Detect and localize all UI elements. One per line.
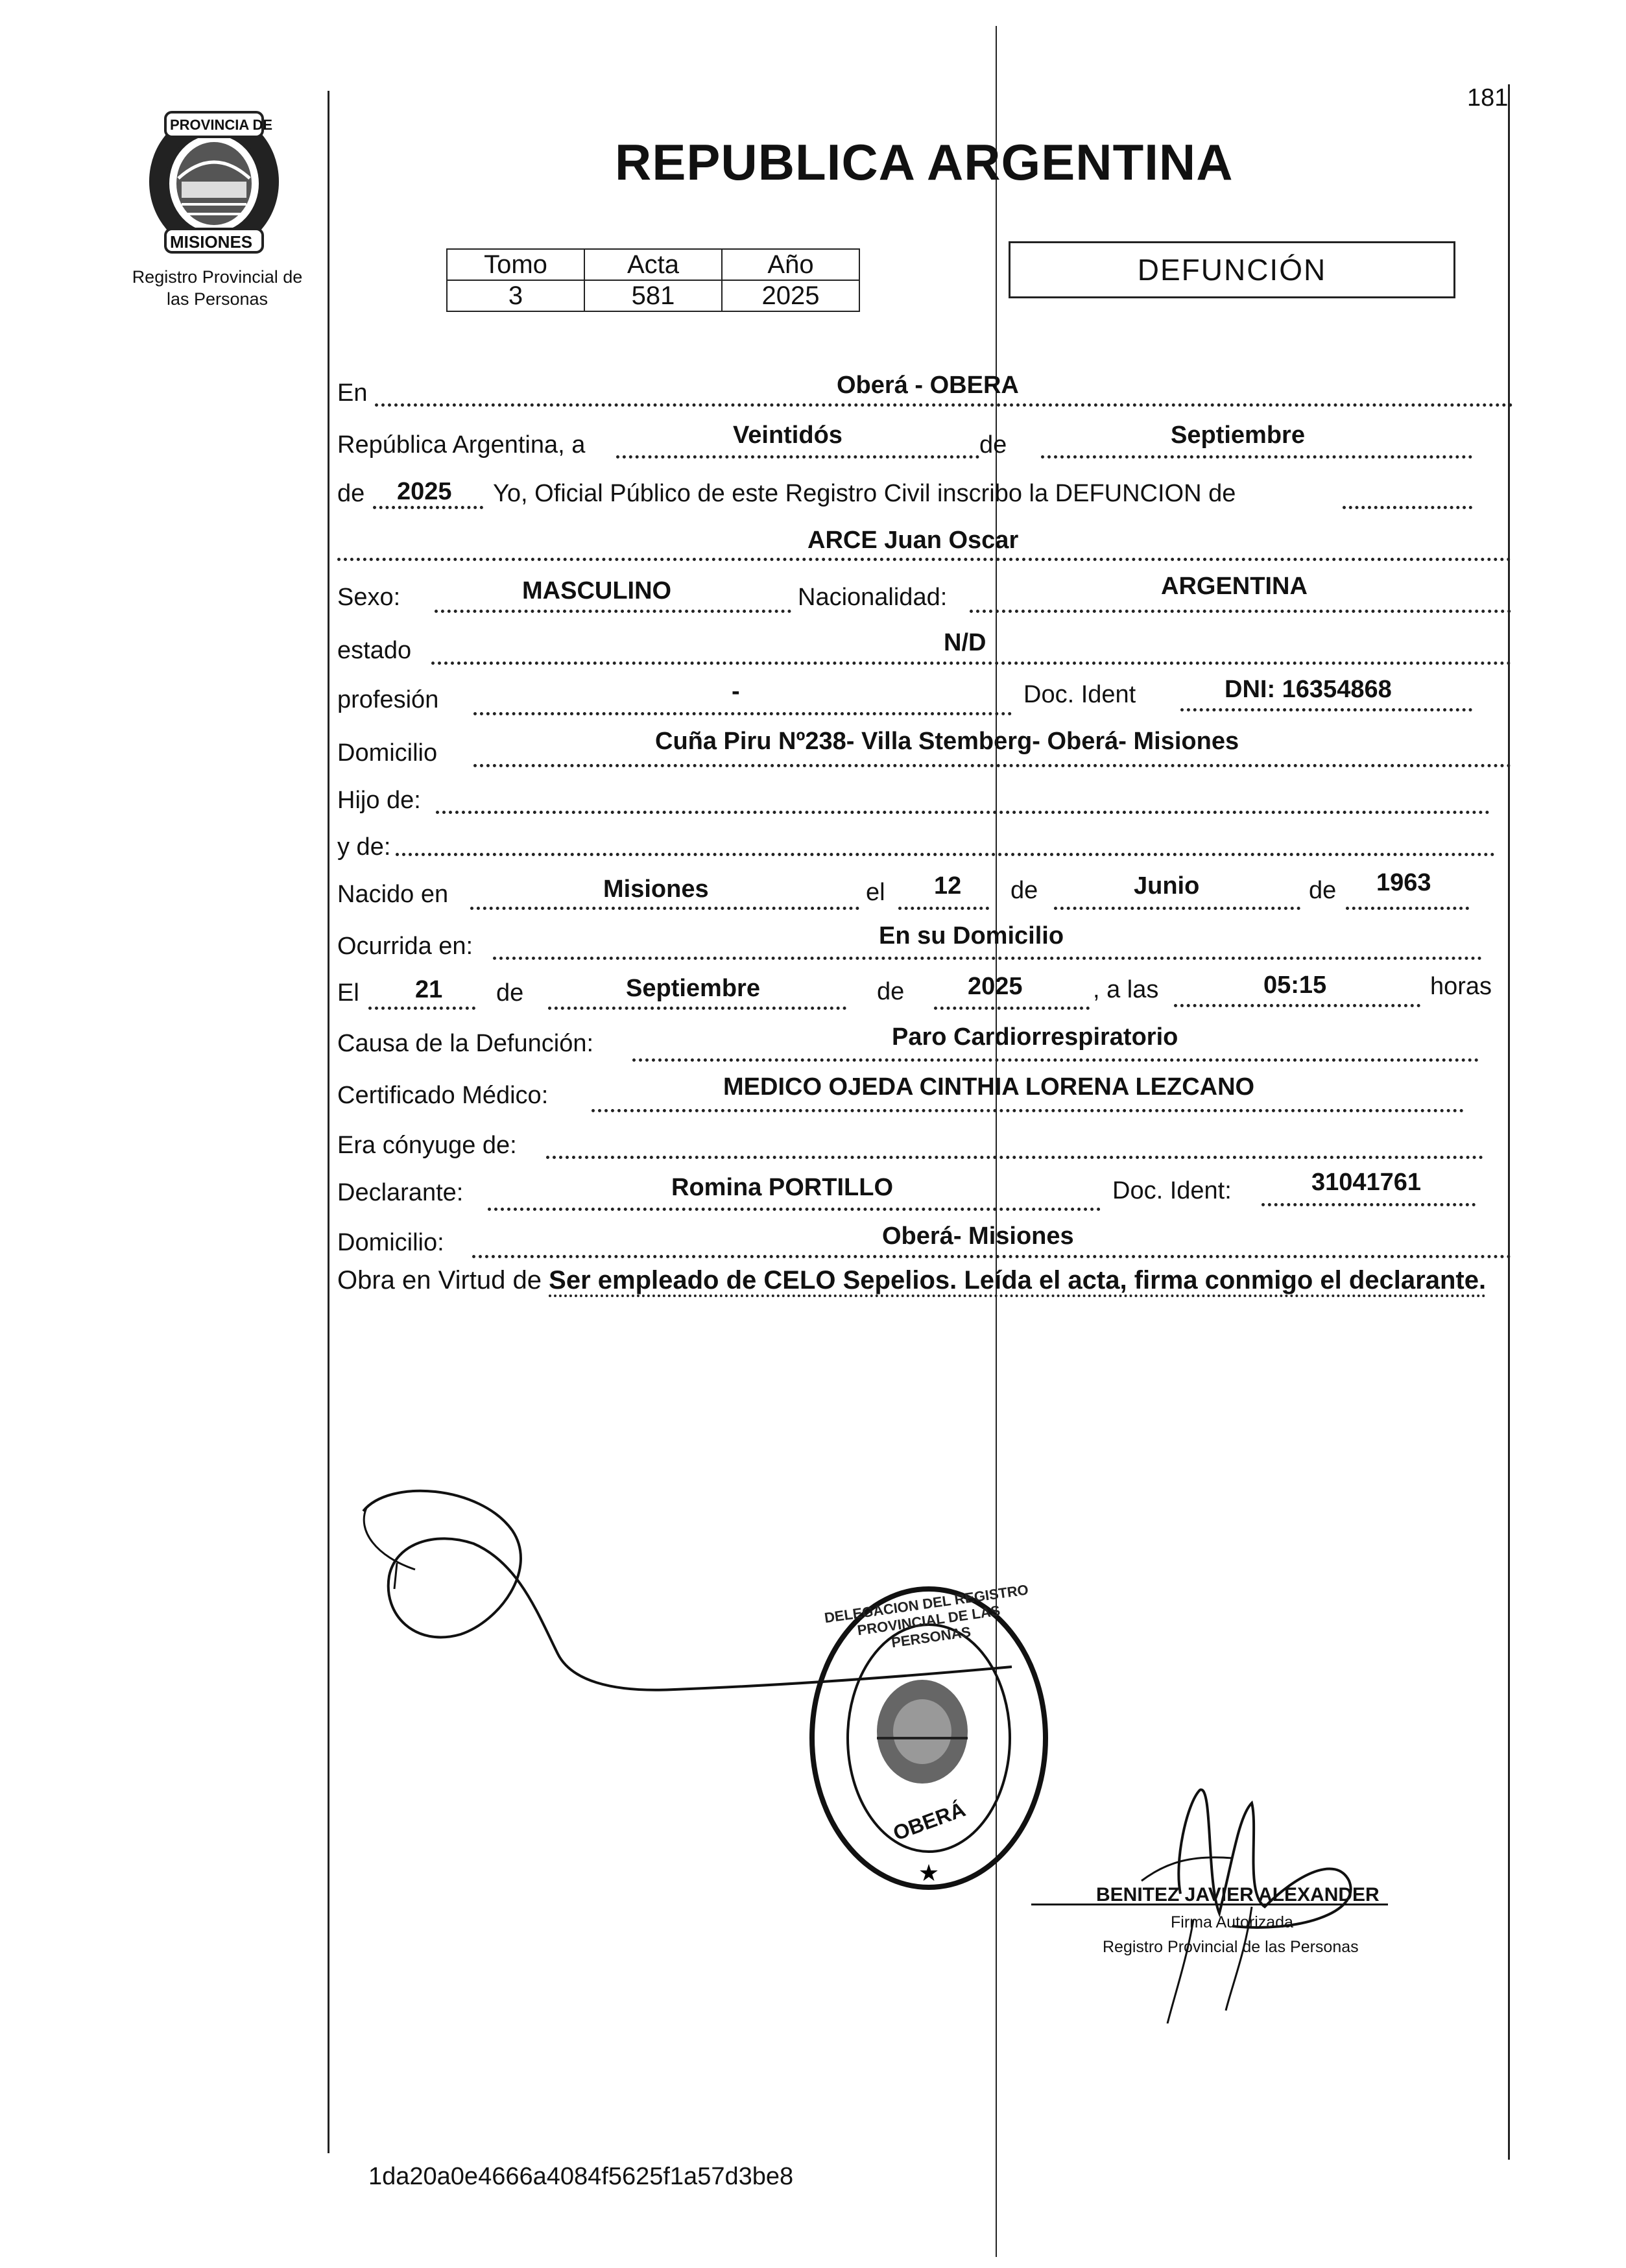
profesion-label: profesión (337, 686, 439, 713)
def-dia-dotted-line (368, 1007, 475, 1010)
republica-label: República Argentina, a (337, 431, 586, 459)
de2-label: de (337, 480, 365, 507)
def-mes-dotted-line (548, 1007, 846, 1010)
mes-texto: Septiembre (1171, 422, 1305, 449)
nacido-el-label: el (866, 879, 885, 906)
domicilio-label: Domicilio (337, 739, 438, 767)
anio-header: Año (722, 249, 859, 280)
nac-de-label: de (1010, 877, 1038, 904)
ocurrida-dotted-line (493, 957, 1482, 960)
en-dotted-line (375, 403, 1513, 407)
causa-label: Causa de la Defunción: (337, 1030, 594, 1057)
obra-en-virtud-paragraph (337, 1263, 1518, 1297)
dia-dotted-line (616, 455, 979, 459)
acta-header: Acta (584, 249, 722, 280)
logo-top-text: PROVINCIA DE (170, 117, 273, 133)
nombre-dotted-line (337, 558, 1511, 561)
conyuge-dotted-line (546, 1156, 1483, 1159)
official-name: BENITEZ JAVIER ALEXANDER (1096, 1884, 1380, 1905)
nacido-lugar: Misiones (603, 876, 709, 903)
profesion-value: - (732, 678, 740, 705)
declarante-label: Declarante: (337, 1179, 464, 1206)
def-de2-label: de (877, 978, 905, 1005)
office-caption-line1: Registro Provincial de (132, 267, 303, 287)
anio-inscripcion: 2025 (397, 478, 452, 505)
oficial-dotted-line (1343, 506, 1472, 509)
right-margin-line (1508, 84, 1510, 2160)
declarante-dotted-line (488, 1208, 1101, 1211)
domicilio2-value: Oberá- Misiones (882, 1223, 1074, 1250)
svg-text:★: ★ (918, 1860, 940, 1887)
en-label: En (337, 379, 368, 407)
domicilio2-dotted-line (472, 1255, 1511, 1258)
nac-dia: 12 (934, 872, 962, 900)
dia-texto: Veintidós (733, 422, 843, 449)
hora-dotted-line (1174, 1004, 1420, 1007)
alas-label: , a las (1093, 976, 1159, 1003)
nacido-lugar-dotted-line (470, 907, 859, 910)
domicilio2-label: Domicilio: (337, 1229, 444, 1256)
obra-label: Obra en Virtud de (337, 1266, 542, 1295)
oficial-text: Yo, Oficial Público de este Registro Civil inscribo la DEFUNCION de (493, 480, 1236, 507)
record-reference-table (446, 248, 860, 312)
official-role: Firma Autorizada (1171, 1913, 1293, 1931)
estado-dotted-line (431, 662, 1511, 665)
nacido-label: Nacido en (337, 881, 449, 908)
certificado-label: Certificado Médico: (337, 1082, 549, 1109)
def-de-label: de (496, 979, 524, 1007)
hijo-label: Hijo de: (337, 787, 421, 814)
page-number: 181 (1467, 84, 1509, 112)
estado-label: estado (337, 637, 412, 664)
record-type-box: DEFUNCIÓN (1009, 241, 1455, 298)
sexo-label: Sexo: (337, 584, 401, 611)
anio-value: 2025 (722, 280, 859, 311)
sexo-dotted-line (435, 610, 791, 613)
nac-mes-dotted-line (1054, 907, 1300, 910)
decl-doc-dotted-line (1261, 1203, 1476, 1206)
certificado-value: MEDICO OJEDA CINTHIA LORENA LEZCANO (723, 1073, 1255, 1101)
doc-value: DNI: 16354868 (1225, 676, 1392, 703)
left-margin-line (328, 91, 329, 2153)
document-hash: 1da20a0e4666a4084f5625f1a57d3be8 (368, 2163, 794, 2190)
estado-value: N/D (944, 629, 986, 656)
nacionalidad-label: Nacionalidad: (798, 584, 948, 611)
def-hora: 05:15 (1263, 972, 1327, 999)
tomo-value: 3 (447, 280, 584, 311)
causa-dotted-line (632, 1058, 1479, 1062)
def-anio-dotted-line (934, 1007, 1090, 1010)
acta-value: 581 (584, 280, 722, 311)
domicilio-value: Cuña Piru Nº238- Villa Stemberg- Oberá- Misiones (655, 728, 1239, 755)
tomo-header: Tomo (447, 249, 584, 280)
profesion-dotted-line (473, 712, 1012, 715)
fold-line (996, 26, 997, 2257)
doc-label: Doc. Ident (1023, 681, 1136, 708)
ocurrida-label: Ocurrida en: (337, 933, 473, 960)
decl-doc-label: Doc. Ident: (1112, 1177, 1232, 1204)
nac-dia-dotted-line (898, 907, 989, 910)
office-caption (110, 266, 324, 310)
nac-anio-dotted-line (1346, 907, 1469, 910)
office-caption-line2: las Personas (166, 289, 269, 309)
horas-label: horas (1430, 973, 1492, 1000)
anio-dotted-line (373, 506, 483, 509)
declarante-value: Romina PORTILLO (671, 1174, 893, 1201)
sexo-value: MASCULINO (522, 577, 672, 604)
nac-anio: 1963 (1376, 869, 1431, 896)
hijo-dotted-line (436, 811, 1490, 814)
nacionalidad-dotted-line (970, 610, 1511, 613)
yde-label: y de: (337, 833, 391, 861)
decl-doc-value: 31041761 (1311, 1169, 1422, 1196)
causa-value: Paro Cardiorrespiratorio (892, 1023, 1178, 1051)
document-title: REPUBLICA ARGENTINA (615, 134, 1234, 191)
conyuge-label: Era cónyuge de: (337, 1132, 517, 1159)
mes-dotted-line (1041, 455, 1472, 459)
stamp-ring-text: DELEGACION DEL REGISTRO PROVINCIAL DE LAS PERSONAS (823, 1581, 1030, 1651)
nacionalidad-value: ARGENTINA (1161, 573, 1308, 600)
en-value: Oberá - OBERA (837, 372, 1019, 399)
ocurrida-value: En su Domicilio (879, 922, 1064, 949)
obra-value: Ser empleado de CELO Sepelios. Leída el acta, firma conmigo el declarante. (549, 1266, 1486, 1297)
logo-bottom-text: MISIONES (170, 232, 253, 252)
domicilio-dotted-line (473, 764, 1511, 767)
nac-de2-label: de (1309, 877, 1337, 904)
def-el-label: El (337, 979, 359, 1007)
de-label: de (979, 431, 1007, 459)
yde-dotted-line (396, 853, 1495, 856)
nac-mes: Junio (1134, 872, 1200, 900)
doc-dotted-line (1180, 708, 1472, 711)
nombre-fallecido: ARCE Juan Oscar (807, 527, 1019, 554)
def-anio: 2025 (968, 973, 1023, 1000)
def-mes: Septiembre (626, 975, 760, 1002)
official-office: Registro Provincial de las Personas (1103, 1938, 1359, 1956)
certificado-dotted-line (592, 1109, 1464, 1112)
def-dia: 21 (415, 976, 443, 1003)
stamp-city: OBERÁ (890, 1797, 969, 1845)
